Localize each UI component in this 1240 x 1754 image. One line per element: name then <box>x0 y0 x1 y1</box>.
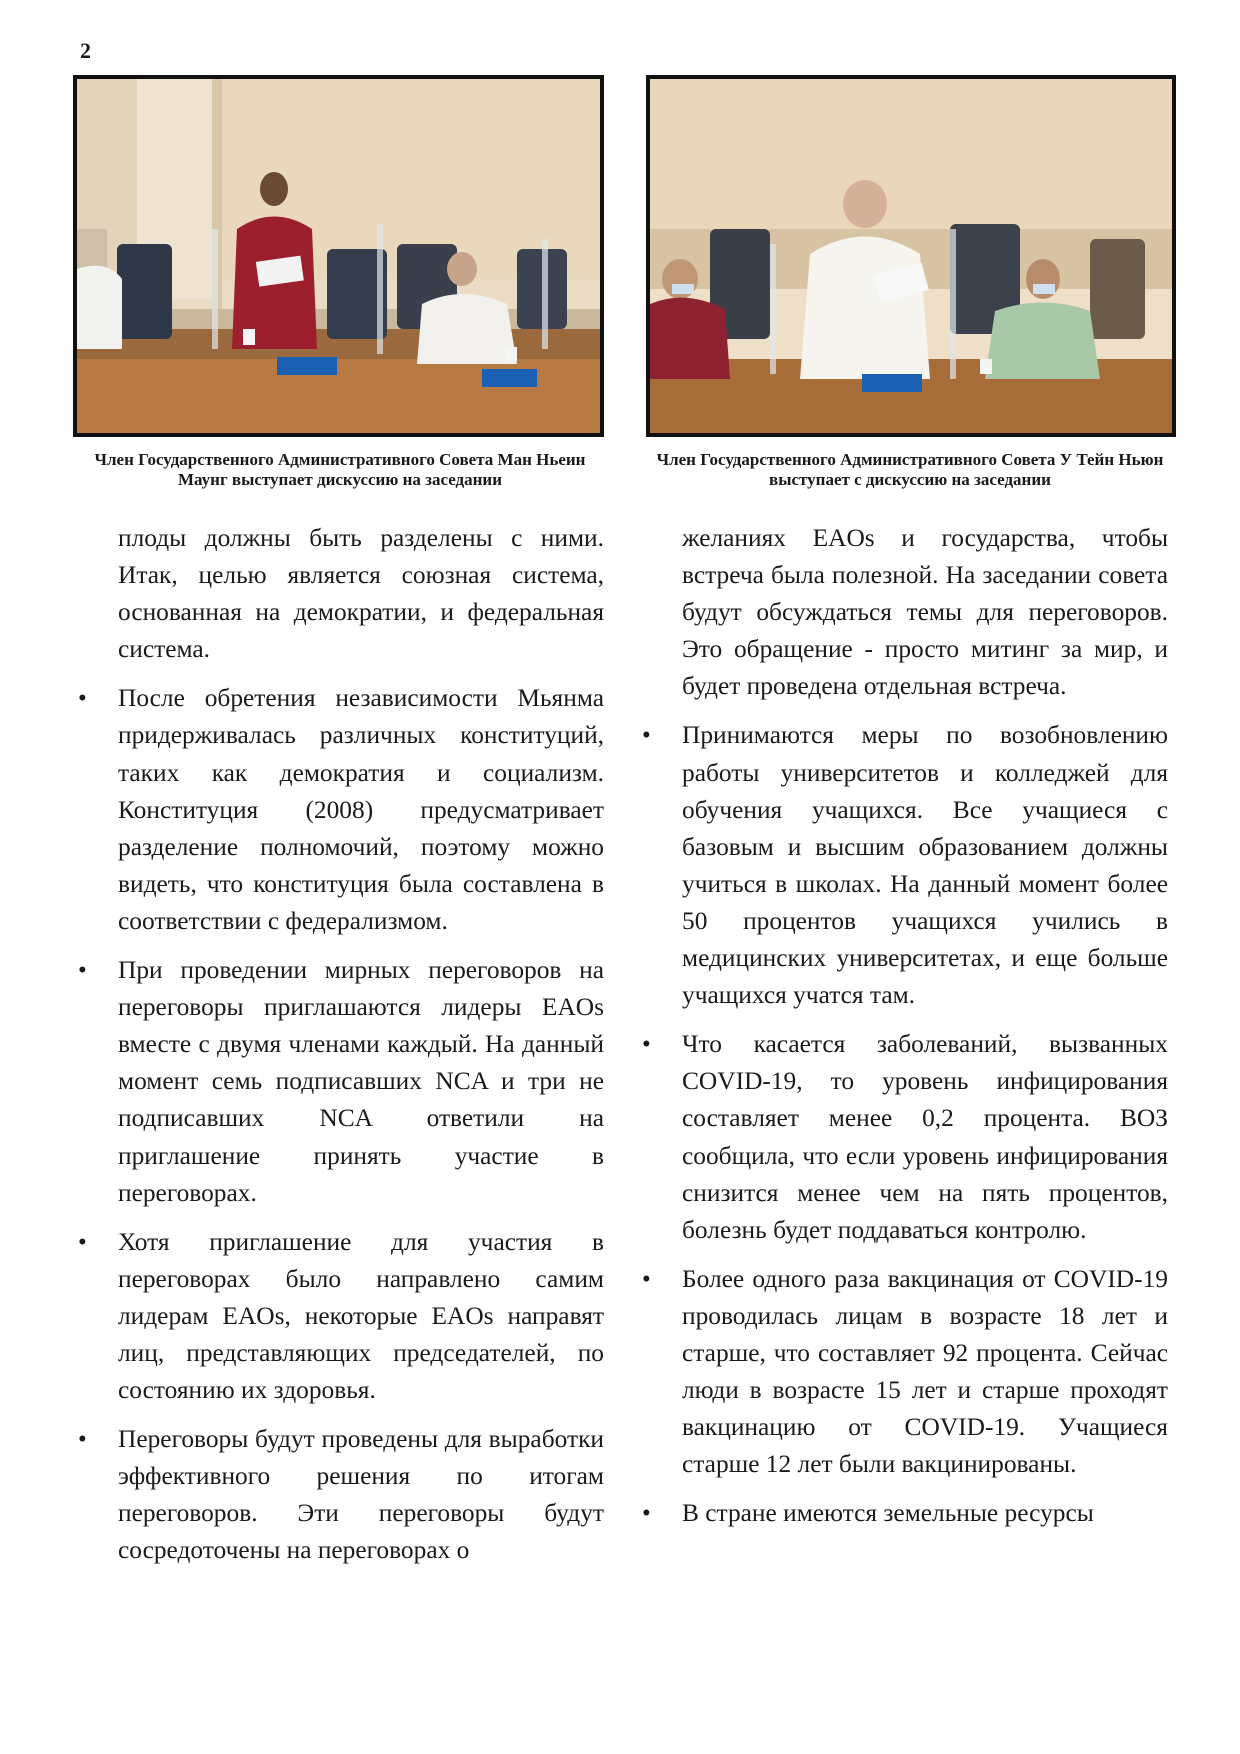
list-item <box>78 680 604 940</box>
list-item-text: Хотя приглашение для участия в переговорах было направлено самим лидерам EAOs, некоторые EAOs направят лиц, представляющих председателей, по состоянию их здоровья. <box>118 1227 604 1405</box>
list-item <box>642 717 1168 1014</box>
page-number: 2 <box>80 38 91 63</box>
photo-left <box>73 75 604 437</box>
photo-right <box>646 75 1176 437</box>
list-item <box>78 1224 604 1409</box>
bullet-icon: • <box>642 1031 651 1059</box>
left-column <box>78 520 604 1570</box>
list-item-text: Принимаются меры по возобновлению работы университетов и колледжей для обучения учащихся. Все учащиеся с базовым и высшим образованием должны учиться в школах. На данный момент более 50 процентов учащихся учились в медицинских университетах, и еще больше учащихся учатся там. <box>682 721 1168 1010</box>
list-item-text: В стране имеются земельные ресурсы <box>682 1499 1094 1528</box>
list-item-text: При проведении мирных переговоров на переговоры приглашаются лидеры EAOs вместе с двумя членами каждый. На данный момент семь подписавших NCA и три не подписавших NCA ответили на приглашение принять участие в переговорах. <box>118 956 604 1207</box>
bullet-icon: • <box>78 1228 87 1256</box>
bullet-icon: • <box>78 685 87 713</box>
bullet-icon: • <box>642 1500 651 1528</box>
right-column-intro: желаниях EAOs и государства, чтобы встреча была полезной. На заседании совета будут обсуждаться темы для переговоров. Это обращение - просто митинг за мир, и будет проведена отдельная встреча. <box>682 524 1168 701</box>
bullet-icon: • <box>78 1426 87 1454</box>
list-item-text: После обретения независимости Мьянма придерживалась различных конституций, таких как демократия и социализм. Конституция (2008) предусматривает разделение полномочий, поэтому можно видеть, что конституция была составлена в соответствии с федерализмом. <box>118 684 604 935</box>
left-column-intro: плоды должны быть разделены с ними. Итак, целью является союзная система, основанная на демократии, и федеральная система. <box>118 524 604 664</box>
list-item-text: Более одного раза вакцинация от COVID-19 проводилась лицам в возрасте 18 лет и старше, что составляет 92 процента. Сейчас люди в возрасте 15 лет и старше проходят вакцинацию от COVID-19. Учащиеся старше 12 лет были вакцинированы. <box>682 1264 1168 1479</box>
list-item <box>78 952 604 1212</box>
list-item <box>642 1261 1168 1484</box>
list-item-text: Переговоры будут проведены для выработки эффективного решения по итогам переговоров. Эти переговоры будут сосредоточены на переговорах о <box>118 1425 604 1565</box>
list-item <box>642 1495 1168 1532</box>
right-column <box>642 520 1168 1532</box>
meeting-photo-left <box>77 79 600 433</box>
bullet-icon: • <box>78 957 87 985</box>
bullet-icon: • <box>642 722 651 750</box>
meeting-photo-right <box>650 79 1172 433</box>
list-item <box>78 1421 604 1569</box>
list-item-text: Что касается заболеваний, вызванных COVID-19, то уровень инфицирования составляет менее 0,2 процента. ВОЗ сообщила, что если уровень инфицирования снизится менее чем на пять процентов, болезнь будет поддаваться контролю. <box>682 1030 1168 1244</box>
bullet-icon: • <box>642 1265 651 1293</box>
caption-right: Член Государственного Административного Совета У Тейн Ньюн выступает с дискуссию на заседании <box>656 450 1164 489</box>
list-item <box>642 1026 1168 1249</box>
caption-left: Член Государственного Административного Совета Ман Ньеин Маунг выступает дискуссию на заседании <box>94 450 586 489</box>
